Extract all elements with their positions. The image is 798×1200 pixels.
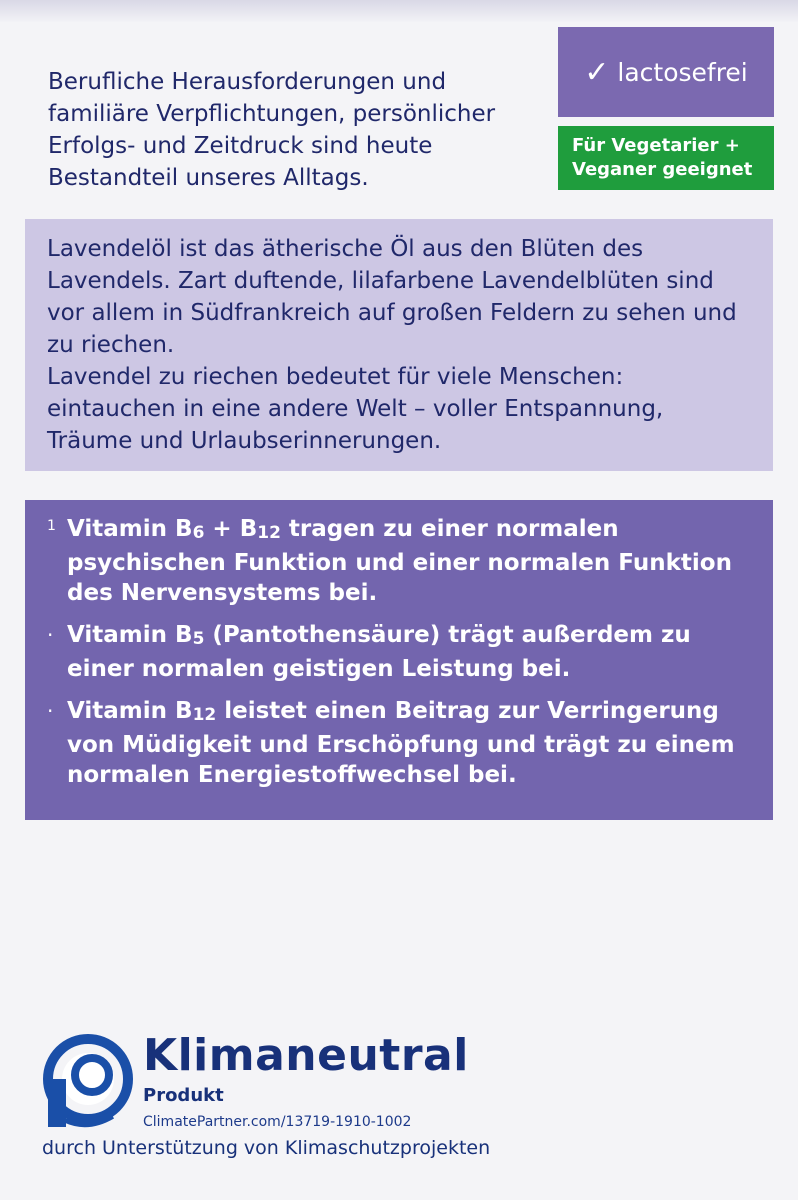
bullet-marker: · [47,699,54,723]
lavender-info-box [25,219,773,471]
claim-part: tragen zu einer normalen psychischen Funktion und einer normalen Funktion des Nervensystems bei. [67,516,732,606]
lavender-paragraph-1: Lavendelöl ist das ätherische Öl aus den Blüten des Lavendels. Zart duftende, lilafarbene Lavendelblüten sind vor allem in Südfrankreich auf großen Feldern zu sehen und zu riechen. [47,236,737,358]
lactose-free-label: lactosefrei [617,57,748,87]
climate-neutral-subtitle: Produkt [143,1085,224,1106]
claim-part: Vitamin B [67,516,193,542]
vitamin-claim-text [67,696,755,790]
climate-neutral-title: Klimaneutral [143,1030,469,1081]
climate-partner-url: ClimatePartner.com/13719-1910-1002 [143,1114,412,1130]
bullet-marker: · [47,623,54,647]
vegetarian-vegan-badge [558,126,774,190]
vitamin-claim-2 [47,620,755,684]
claim-subscript: 12 [192,705,217,725]
vitamin-claim-text [67,514,755,608]
vegan-badge-line2: Veganer geeignet [572,159,753,180]
vitamin-claims-box [25,500,773,820]
footnote-marker: 1 [47,518,56,534]
climatepartner-logo-icon [42,1033,134,1133]
claim-part: Vitamin B [67,698,193,724]
lavender-paragraph-2: Lavendel zu riechen bedeutet für viele Menschen: eintauchen in eine andere Welt – voller Entspannung, Träume und Urlaubserinnerungen. [47,364,664,454]
lactose-free-badge [558,27,774,117]
claim-part: Vitamin B [67,622,193,648]
claim-subscript: 5 [192,629,205,649]
claim-subscript: 12 [257,523,281,543]
climate-footer-text: durch Unterstützung von Klimaschutzprojekten [42,1137,491,1159]
vegan-badge-line1: Für Vegetarier + [572,135,740,156]
intro-text: Berufliche Herausforderungen und familiäre Verpflichtungen, persönlicher Erfolgs- und Zeitdruck sind heute Bestandteil unseres Alltags. [48,69,496,191]
vitamin-claim-3 [47,696,755,790]
package-top-edge [0,0,798,22]
claim-part: (Pantothensäure) trägt außerdem zu einer normalen geistigen Leistung bei. [67,622,691,682]
claim-part: leistet einen Beitrag zur Verringerung von Müdigkeit und Erschöpfung und trägt zu einem normalen Energiestoffwechsel bei. [67,698,735,788]
claim-subscript: 6 [192,523,205,543]
claim-part: + B [204,516,258,542]
vitamin-claim-1 [47,514,755,608]
checkmark-icon: ✓ [584,54,610,90]
vitamin-claim-text [67,620,755,684]
